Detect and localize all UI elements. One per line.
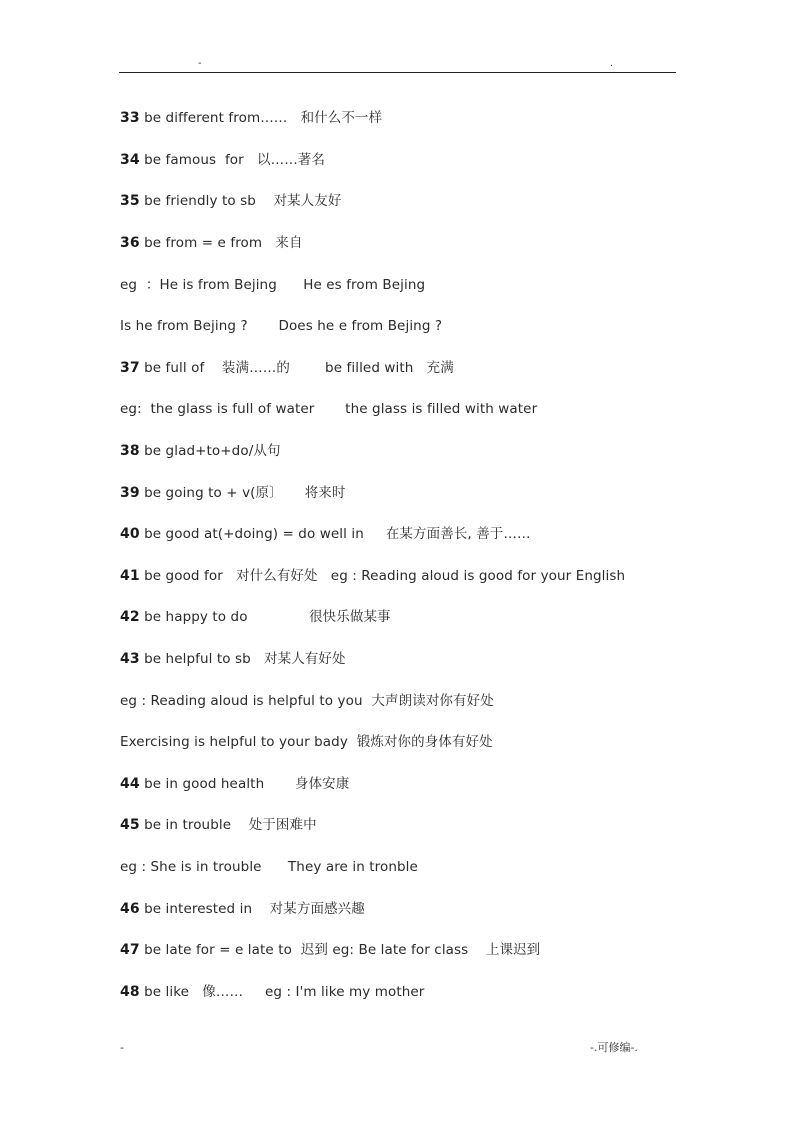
item-number: 47 bbox=[120, 942, 140, 958]
line-text: eg : She is in trouble They are in tronble bbox=[120, 859, 418, 875]
line-text: be helpful to sb 对某人有好处 bbox=[139, 651, 346, 667]
line-text: eg: the glass is full of water the glass is filled with water bbox=[120, 401, 538, 417]
header-right-mark: . bbox=[610, 58, 614, 69]
example-line bbox=[120, 400, 537, 418]
phrase-line bbox=[120, 525, 531, 543]
example-line bbox=[120, 858, 418, 876]
footer-left-mark: - bbox=[120, 1041, 124, 1054]
example-line bbox=[120, 317, 442, 335]
line-text: be full of 装满……的 be filled with 充满 bbox=[139, 360, 454, 376]
line-text: Exercising is helpful to your bady 锻炼对你的身体有好处 bbox=[120, 734, 493, 750]
item-number: 36 bbox=[120, 235, 140, 251]
line-text: be different from…… 和什么不一样 bbox=[139, 110, 383, 126]
line-text: eg ：He is from Bejing He es from Bejing bbox=[120, 277, 426, 293]
phrase-line bbox=[120, 650, 346, 668]
example-line bbox=[120, 276, 425, 294]
phrase-line bbox=[120, 442, 281, 460]
line-text: be from = e from 来自 bbox=[139, 235, 303, 251]
phrase-line bbox=[120, 567, 625, 585]
item-number: 46 bbox=[120, 901, 140, 917]
line-text: be glad+to+do/从句 bbox=[139, 443, 281, 459]
line-text: be interested in 对某方面感兴趣 bbox=[139, 901, 365, 917]
item-number: 48 bbox=[120, 984, 140, 1000]
item-number: 37 bbox=[120, 360, 140, 376]
phrase-line bbox=[120, 900, 365, 918]
line-text: be going to + v(原〕 将来时 bbox=[139, 485, 346, 501]
item-number: 34 bbox=[120, 152, 140, 168]
phrase-line bbox=[120, 816, 317, 834]
phrase-line bbox=[120, 941, 540, 959]
phrase-line bbox=[120, 775, 349, 793]
line-text: be in trouble 处于困难中 bbox=[139, 817, 317, 833]
phrase-line bbox=[120, 234, 303, 252]
item-number: 38 bbox=[120, 443, 140, 459]
item-number: 33 bbox=[120, 110, 140, 126]
item-number: 42 bbox=[120, 609, 140, 625]
line-text: be friendly to sb 对某人友好 bbox=[139, 193, 342, 209]
item-number: 43 bbox=[120, 651, 140, 667]
line-text: be happy to do 很快乐做某事 bbox=[139, 609, 391, 625]
item-number: 40 bbox=[120, 526, 140, 542]
line-text: be good at(+doing) = do well in 在某方面善长, 善于…… bbox=[139, 526, 531, 542]
line-text: be famous for 以……著名 bbox=[139, 152, 325, 168]
phrase-line bbox=[120, 484, 346, 502]
line-text: be in good health 身体安康 bbox=[139, 776, 350, 792]
item-number: 35 bbox=[120, 193, 140, 209]
phrase-line bbox=[120, 109, 382, 127]
line-text: eg : Reading aloud is helpful to you 大声朗读对你有好处 bbox=[120, 693, 494, 709]
item-number: 45 bbox=[120, 817, 140, 833]
phrase-line bbox=[120, 608, 391, 626]
phrase-line bbox=[120, 359, 454, 377]
item-number: 41 bbox=[120, 568, 140, 584]
phrase-line bbox=[120, 151, 325, 169]
page-header-rule bbox=[119, 58, 676, 73]
phrase-line bbox=[120, 192, 341, 210]
header-left-mark: - bbox=[198, 58, 202, 69]
phrase-line bbox=[120, 983, 424, 1001]
example-line bbox=[120, 692, 494, 710]
line-text: be late for = e late to 迟到 eg: Be late for class 上课迟到 bbox=[139, 942, 541, 958]
item-number: 39 bbox=[120, 485, 140, 501]
item-number: 44 bbox=[120, 776, 140, 792]
example-line bbox=[120, 733, 493, 751]
line-text: Is he from Bejing ? Does he e from Bejing ? bbox=[120, 318, 443, 334]
footer-editable-note: -.可修编-. bbox=[590, 1041, 638, 1054]
line-text: be good for 对什么有好处 eg : Reading aloud is good for your English bbox=[139, 568, 626, 584]
line-text: be like 像…… eg : I'm like my mother bbox=[139, 984, 425, 1000]
